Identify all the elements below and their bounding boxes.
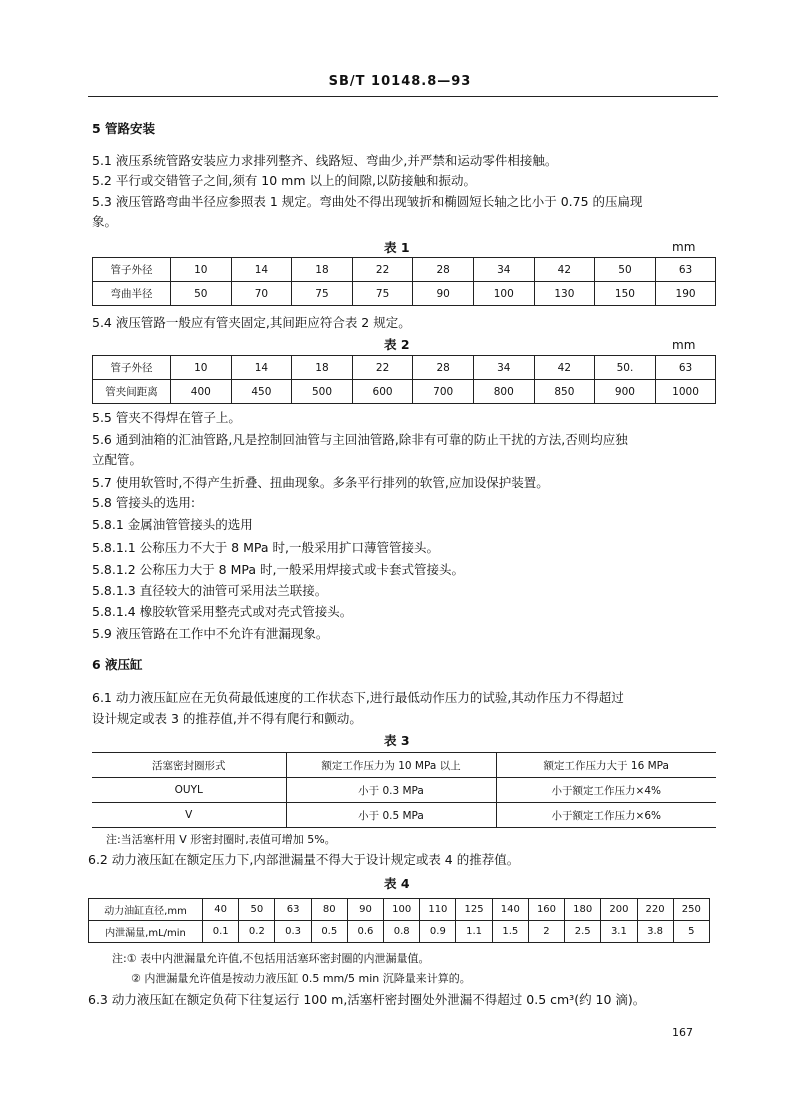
clause-5-6: 5.6 通到油箱的汇油管路,凡是控制回油管与主回油管路,除非有可靠的防止干扰的方法,否则均应独 bbox=[92, 432, 628, 447]
clause-5-8-1: 5.8.1 金属油管管接头的选用 bbox=[92, 517, 253, 532]
table-cell: 1.5 bbox=[492, 921, 528, 943]
table-cell: 1000 bbox=[655, 380, 716, 404]
table-cell: 34 bbox=[473, 258, 534, 282]
section-5-title: 5 管路安装 bbox=[92, 121, 156, 136]
clause-5-5: 5.5 管夹不得焊在管子上。 bbox=[92, 410, 241, 425]
table-cell: 14 bbox=[231, 356, 292, 380]
table-cell: 50. bbox=[595, 356, 656, 380]
table-row bbox=[93, 380, 716, 404]
table-4-note-2: ② 内泄漏量允许值是按动力液压缸 0.5 mm/5 min 沉降量来计算的。 bbox=[131, 972, 471, 985]
table-1 bbox=[92, 257, 716, 306]
table-cell: 28 bbox=[413, 356, 474, 380]
table-cell: 管夹间距离 bbox=[93, 380, 171, 404]
section-6-title: 6 液压缸 bbox=[92, 657, 143, 672]
table-row bbox=[92, 778, 716, 803]
table-cell: 125 bbox=[456, 899, 492, 921]
clause-5-7: 5.7 使用软管时,不得产生折叠、扭曲现象。多条平行排列的软管,应加设保护装置。 bbox=[92, 475, 549, 490]
table-cell: 50 bbox=[171, 282, 232, 306]
clause-6-1: 6.1 动力液压缸应在无负荷最低速度的工作状态下,进行最低动作压力的试验,其动作压力不得超过 bbox=[92, 690, 624, 705]
table-cell: 小于额定工作压力×4% bbox=[496, 778, 716, 803]
table-cell: 内泄漏量,mL/min bbox=[89, 921, 203, 943]
table-row bbox=[93, 356, 716, 380]
clause-6-1-cont: 设计规定或表 3 的推荐值,并不得有爬行和颤动。 bbox=[92, 711, 362, 726]
table-cell: 40 bbox=[203, 899, 239, 921]
table-cell: OUYL bbox=[92, 778, 286, 803]
table-cell: 0.1 bbox=[203, 921, 239, 943]
table-cell: 160 bbox=[528, 899, 564, 921]
table-cell: 42 bbox=[534, 356, 595, 380]
table-cell: 63 bbox=[655, 356, 716, 380]
table-cell: 0.2 bbox=[239, 921, 275, 943]
page-number: 167 bbox=[672, 1026, 693, 1039]
table-cell: 3.8 bbox=[637, 921, 673, 943]
table-cell: 900 bbox=[595, 380, 656, 404]
table-cell: 70 bbox=[231, 282, 292, 306]
table-row bbox=[92, 803, 716, 828]
table-cell: 22 bbox=[352, 258, 413, 282]
table-4 bbox=[88, 898, 710, 943]
table-cell: 110 bbox=[420, 899, 456, 921]
table-cell: 850 bbox=[534, 380, 595, 404]
clause-6-3: 6.3 动力液压缸在额定负荷下往复运行 100 m,活塞杆密封圈处外泄漏不得超过 0.5 cm³(约 10 滴)。 bbox=[88, 992, 646, 1007]
table-cell: 700 bbox=[413, 380, 474, 404]
table-cell: 10 bbox=[171, 258, 232, 282]
clause-5-1: 5.1 液压系统管路安装应力求排列整齐、线路短、弯曲少,并严禁和运动零件相接触。 bbox=[92, 153, 558, 168]
table-cell: 小于 0.5 MPa bbox=[286, 803, 496, 828]
table-cell: 0.5 bbox=[311, 921, 347, 943]
table-1-caption: 表 1 bbox=[384, 240, 410, 255]
table-cell: 0.6 bbox=[347, 921, 383, 943]
table-row bbox=[92, 753, 716, 778]
table-cell: 18 bbox=[292, 258, 353, 282]
table-cell: 1.1 bbox=[456, 921, 492, 943]
table-3 bbox=[92, 752, 716, 828]
table-cell: 200 bbox=[601, 899, 637, 921]
table-cell: 管子外径 bbox=[93, 356, 171, 380]
clause-5-8-1-1: 5.8.1.1 公称压力不大于 8 MPa 时,一般采用扩口薄管管接头。 bbox=[92, 540, 439, 555]
clause-5-9: 5.9 液压管路在工作中不允许有泄漏现象。 bbox=[92, 626, 329, 641]
table-cell: 小于额定工作压力×6% bbox=[496, 803, 716, 828]
clause-6-2: 6.2 动力液压缸在额定压力下,内部泄漏量不得大于设计规定或表 4 的推荐值。 bbox=[88, 852, 520, 867]
table-cell: 弯曲半径 bbox=[93, 282, 171, 306]
table-3-note: 注:当活塞杆用 V 形密封圈时,表值可增加 5%。 bbox=[106, 833, 336, 846]
table-cell: 130 bbox=[534, 282, 595, 306]
table-cell: 75 bbox=[292, 282, 353, 306]
table-cell: 14 bbox=[231, 258, 292, 282]
table-cell: 90 bbox=[413, 282, 474, 306]
table-cell: 0.8 bbox=[384, 921, 420, 943]
clause-5-3-cont: 象。 bbox=[92, 214, 118, 229]
clause-5-2: 5.2 平行或交错管子之间,须有 10 mm 以上的间隙,以防接触和振动。 bbox=[92, 173, 476, 188]
table-cell: 180 bbox=[565, 899, 601, 921]
table-cell: 400 bbox=[171, 380, 232, 404]
table-cell: 600 bbox=[352, 380, 413, 404]
table-cell: 0.3 bbox=[275, 921, 311, 943]
table-cell: 100 bbox=[384, 899, 420, 921]
table-cell: 管子外径 bbox=[93, 258, 171, 282]
clause-5-8-1-2: 5.8.1.2 公称压力大于 8 MPa 时,一般采用焊接式或卡套式管接头。 bbox=[92, 562, 464, 577]
table-cell: 34 bbox=[473, 356, 534, 380]
table-2-unit: mm bbox=[672, 338, 696, 352]
table-cell: 150 bbox=[595, 282, 656, 306]
table-cell: 63 bbox=[275, 899, 311, 921]
table-cell: 2.5 bbox=[565, 921, 601, 943]
table-1-unit: mm bbox=[672, 240, 696, 254]
header-rule bbox=[88, 96, 718, 97]
table-cell: 10 bbox=[171, 356, 232, 380]
clause-5-8: 5.8 管接头的选用: bbox=[92, 495, 196, 510]
table-cell: 额定工作压力大于 16 MPa bbox=[496, 753, 716, 778]
table-cell: 小于 0.3 MPa bbox=[286, 778, 496, 803]
table-cell: 500 bbox=[292, 380, 353, 404]
table-2 bbox=[92, 355, 716, 404]
table-row bbox=[93, 258, 716, 282]
table-cell: 220 bbox=[637, 899, 673, 921]
table-row bbox=[89, 899, 710, 921]
table-cell: 100 bbox=[473, 282, 534, 306]
table-cell: 75 bbox=[352, 282, 413, 306]
table-cell: 22 bbox=[352, 356, 413, 380]
table-cell: 5 bbox=[673, 921, 709, 943]
table-cell: 90 bbox=[347, 899, 383, 921]
table-cell: 活塞密封圈形式 bbox=[92, 753, 286, 778]
table-cell: 42 bbox=[534, 258, 595, 282]
table-cell: 0.9 bbox=[420, 921, 456, 943]
table-2-caption: 表 2 bbox=[384, 337, 410, 352]
table-4-note-1: 注:① 表中内泄漏量允许值,不包括用活塞环密封圈的内泄漏量值。 bbox=[112, 952, 430, 965]
table-cell: 140 bbox=[492, 899, 528, 921]
table-row bbox=[93, 282, 716, 306]
table-cell: 250 bbox=[673, 899, 709, 921]
table-cell: V bbox=[92, 803, 286, 828]
clause-5-6-cont: 立配管。 bbox=[92, 452, 143, 467]
table-cell: 动力油缸直径,mm bbox=[89, 899, 203, 921]
table-cell: 50 bbox=[595, 258, 656, 282]
table-cell: 450 bbox=[231, 380, 292, 404]
table-cell: 800 bbox=[473, 380, 534, 404]
table-row bbox=[89, 921, 710, 943]
clause-5-8-1-4: 5.8.1.4 橡胶软管采用整壳式或对壳式管接头。 bbox=[92, 604, 353, 619]
table-4-caption: 表 4 bbox=[384, 876, 410, 891]
table-cell: 50 bbox=[239, 899, 275, 921]
table-cell: 额定工作压力为 10 MPa 以上 bbox=[286, 753, 496, 778]
clause-5-8-1-3: 5.8.1.3 直径较大的油管可采用法兰联接。 bbox=[92, 583, 328, 598]
table-cell: 28 bbox=[413, 258, 474, 282]
clause-5-3: 5.3 液压管路弯曲半径应参照表 1 规定。弯曲处不得出现皱折和椭圆短长轴之比小于 0.75 的压扁现 bbox=[92, 194, 643, 209]
table-cell: 18 bbox=[292, 356, 353, 380]
table-cell: 2 bbox=[528, 921, 564, 943]
table-cell: 80 bbox=[311, 899, 347, 921]
table-cell: 3.1 bbox=[601, 921, 637, 943]
table-3-caption: 表 3 bbox=[384, 733, 410, 748]
standard-header: SB/T 10148.8—93 bbox=[328, 74, 472, 89]
table-cell: 190 bbox=[655, 282, 716, 306]
table-cell: 63 bbox=[655, 258, 716, 282]
clause-5-4: 5.4 液压管路一般应有管夹固定,其间距应符合表 2 规定。 bbox=[92, 315, 411, 330]
